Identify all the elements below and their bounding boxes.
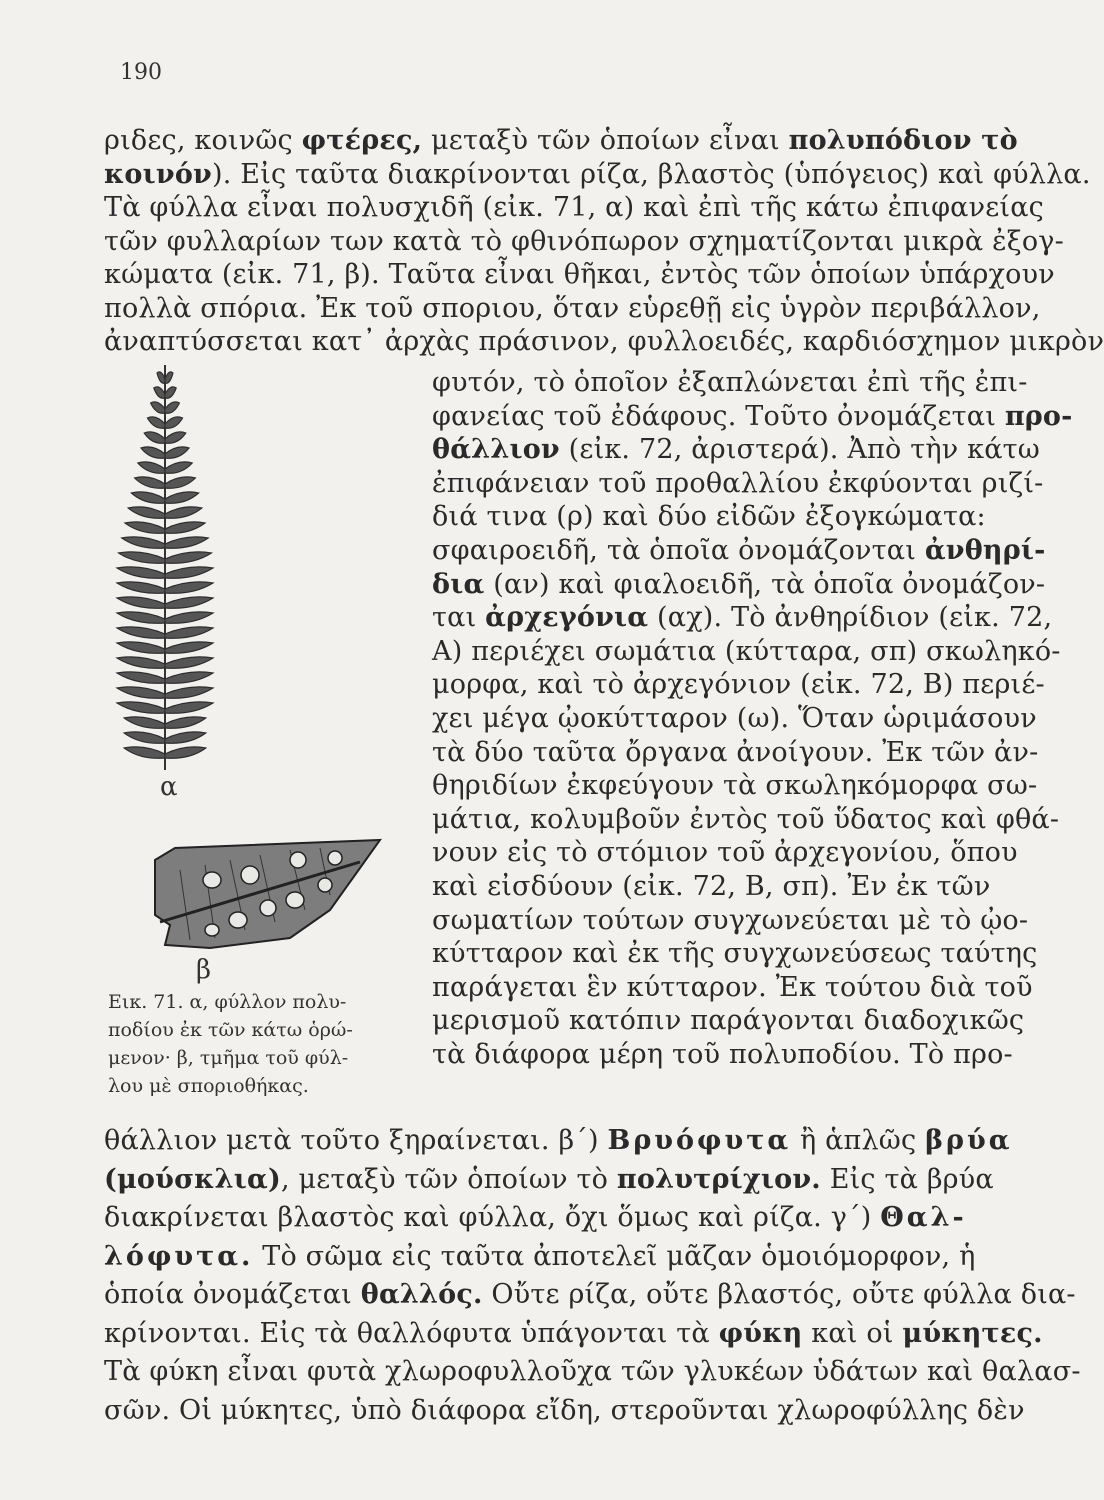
text-span: πολλὰ σπόρια. Ἐκ τοῦ σποριου, ὅταν εὑρεθῇ εἰς ὑγρὸν περιβάλλον,	[104, 292, 1041, 324]
fern-pinna	[165, 672, 213, 683]
text-line	[432, 736, 1039, 769]
text-span: μορφα, καὶ τὸ ἀρχεγόνιον (εἰκ. 72, Β) περιέ-	[432, 669, 1045, 701]
emphasized-term: (μούσκλια)	[104, 1163, 281, 1195]
text-line	[104, 259, 1055, 291]
text-span: ). Εἰς ταῦτα διακρίνονται ρίζα, βλαστὸς (ὑπόγειος) καὶ φύλλα.	[212, 158, 1091, 190]
text-line	[104, 192, 1044, 224]
fern-pinna	[117, 582, 165, 593]
fern-pinna	[151, 402, 165, 413]
fern-pinna	[157, 372, 165, 383]
fern-pinna	[165, 597, 213, 608]
fern-pinna	[119, 552, 165, 563]
text-span: μεταξὺ τῶν ὁποίων εἶναι	[422, 125, 789, 156]
text-span: ται	[432, 602, 486, 634]
text-span: διά τινα (ρ) καὶ δύο εἰδῶν ἐξογκώματα:	[432, 501, 986, 533]
text-span: Τὸ σῶμα εἰς ταῦτα ἀποτελεῖ μᾶζαν ὁμοιόμορφον, ἡ	[253, 1240, 976, 1272]
emphasized-term: μύκητες.	[902, 1317, 1043, 1349]
text-line	[432, 367, 1028, 399]
fern-pinna	[147, 417, 165, 428]
emphasized-term: θαλλός.	[360, 1279, 483, 1310]
text-span: κύτταρον καὶ ἐκ τῆς συγχωνεύσεως ταύτης	[432, 938, 1038, 970]
text-span: τὰ δύο ταῦτα ὄργανα ἀνοίγουν. Ἐκ τῶν ἀν-	[432, 736, 1039, 768]
fern-pinna	[165, 402, 179, 413]
text-line	[432, 568, 1046, 601]
fern-pinna	[117, 597, 165, 608]
fern-pinna	[165, 732, 206, 743]
fern-pinna	[124, 747, 165, 758]
text-line	[432, 803, 1060, 836]
text-span: ἢ ἁπλῶς	[791, 1125, 926, 1156]
text-line	[104, 1317, 1043, 1350]
text-line	[104, 158, 1091, 191]
fern-pinna	[165, 552, 211, 563]
fern-pinna	[165, 627, 213, 638]
emphasized-term: κοινόν	[104, 158, 212, 190]
text-line	[432, 837, 1018, 869]
emphasized-term: ἀνθηρί-	[924, 535, 1046, 566]
figure-label-b: β	[196, 955, 212, 985]
text-span: φυτόν, τὸ ὁποῖον ἐξαπλώνεται ἐπὶ τῆς ἐπι-	[432, 367, 1028, 398]
fern-pinna	[154, 387, 165, 398]
text-line	[104, 1125, 1013, 1157]
emphasized-term: δια	[432, 568, 485, 600]
fern-pinna	[117, 627, 165, 638]
text-span: χει μέγα ᾠοκύτταρον (ω). Ὅταν ὡριμάσουν	[432, 703, 1037, 734]
text-span: φανείας τοῦ ἐδάφους. Τοῦτο ὀνομάζεται	[432, 400, 1005, 432]
text-line	[432, 669, 1045, 701]
text-span: παράγεται ἓν κύτταρον. Ἐκ τούτου διὰ τοῦ	[432, 971, 1033, 1003]
text-line	[432, 904, 1029, 937]
emphasized-term: πολυτρίχιον.	[616, 1163, 821, 1195]
text-span: (αν) καὶ φιαλοειδῆ, τὰ ὁποῖα ὀνομάζον-	[484, 568, 1046, 600]
text-line	[432, 938, 1038, 970]
text-line	[104, 1202, 967, 1234]
text-line	[432, 501, 986, 533]
text-span: Τὰ φύλλα εἶναι πολυσχιδῆ (εἰκ. 71, α) καὶ ἐπὶ τῆς κάτω ἐπιφανείας	[104, 192, 1044, 223]
text-line	[432, 1005, 1025, 1037]
fern-pinna	[131, 492, 165, 503]
fern-pinna	[165, 702, 213, 713]
text-line	[432, 871, 991, 903]
text-span: μάτια, κολυμβοῦν ἐντὸς τοῦ ὕδατος καὶ φθά-	[432, 803, 1060, 835]
fern-pinna	[165, 537, 208, 548]
fern-pinna	[165, 522, 205, 533]
fern-pinna	[141, 447, 165, 458]
text-line	[104, 125, 1018, 157]
text-span: Τὰ φύκη εἶναι φυτὰ χλωροφυλλοῦχα τῶν γλυκέων ὑδάτων καὶ θαλασ-	[104, 1356, 1081, 1387]
text-line	[432, 535, 1046, 567]
fern-pinna	[124, 732, 165, 743]
fern-pinna	[117, 702, 165, 713]
text-span: νουν εἰς τὸ στόμιον τοῦ ἀρχεγονίου, ὅπου	[432, 837, 1018, 869]
text-span: θηριδίων ἐκφεύγουν τὰ σκωληκόμορφα σω-	[432, 770, 1038, 802]
caption-line: λου μὲ σποριοθήκας.	[108, 1075, 309, 1097]
text-line	[432, 1039, 1013, 1071]
text-line	[432, 635, 1061, 668]
fern-pinna	[165, 462, 192, 473]
fern-pinna	[165, 492, 199, 503]
fern-pinna	[165, 642, 213, 653]
fern-pinna	[165, 432, 186, 443]
fern-pinna	[165, 747, 206, 758]
text-line	[104, 1163, 994, 1196]
fern-frond-illustration	[110, 365, 220, 785]
text-line	[432, 434, 1041, 466]
text-line	[432, 400, 1073, 433]
text-span: ἀναπτύσσεται κατ᾽ ἀρχὰς πράσινον, φυλλοειδές, καρδιόσχημον μικρὸν	[104, 326, 1104, 357]
fern-pinna	[165, 372, 173, 383]
leaf-segment-illustration	[150, 830, 390, 955]
fern-pinna	[165, 387, 176, 398]
fern-pinna	[122, 537, 165, 548]
fern-pinna	[165, 612, 213, 623]
text-span: ὁποία ὀνομάζεται	[104, 1279, 361, 1310]
emphasized-term: Βρυόφυτα	[607, 1125, 792, 1156]
emphasized-term: λόφυτα.	[104, 1240, 254, 1272]
text-line	[104, 1394, 1025, 1427]
emphasized-term: φύκη	[718, 1317, 803, 1349]
text-span: καὶ οἱ	[802, 1317, 903, 1349]
text-span: ριδες, κοινῶς	[104, 125, 302, 156]
text-line	[104, 1356, 1081, 1388]
text-span: σῶν. Οἱ μύκητες, ὑπὸ διάφορα εἴδη, στεροῦνται χλωροφύλλης δὲν	[104, 1394, 1025, 1426]
fern-pinna	[124, 717, 165, 728]
fern-pinna	[165, 447, 189, 458]
text-span: σωματίων τούτων συγχωνεύεται μὲ τὸ ᾠο-	[432, 904, 1029, 936]
fern-pinna	[128, 507, 165, 518]
text-span: διακρίνεται βλαστὸς καὶ φύλλα, ὄχι ὅμως καὶ ρίζα. γ´)	[104, 1202, 881, 1233]
text-span: σφαιροειδῆ, τὰ ὁποῖα ὀνομάζονται	[432, 535, 925, 566]
fern-pinna	[138, 462, 165, 473]
fern-pinna	[135, 477, 165, 488]
text-line	[432, 770, 1038, 802]
text-line	[432, 971, 1033, 1004]
page-number: 190	[120, 60, 162, 85]
emphasized-term: ἀρχεγόνια	[485, 602, 649, 634]
text-span: Οὔτε ρίζα, οὔτε βλαστός, οὔτε φύλλα δια-	[482, 1279, 1076, 1310]
caption-line: ποδίου ἐκ τῶν κάτω ὁρώ-	[108, 1019, 353, 1041]
fern-pinna	[117, 612, 165, 623]
text-line	[432, 602, 1053, 634]
fern-pinna	[165, 507, 202, 518]
text-span: τῶν φυλλαρίων των κατὰ τὸ φθινόπωρον σχηματίζονται μικρὰ ἐξογ-	[104, 225, 1064, 257]
text-span: Α) περιέχει σωμάτια (κύτταρα, σπ) σκωληκό-	[432, 635, 1061, 667]
fern-pinna	[117, 567, 165, 578]
text-line	[104, 1240, 976, 1273]
text-span: Εἰς τὰ βρύα	[820, 1163, 994, 1195]
fern-pinna	[117, 657, 165, 668]
emphasized-term: φτέρες,	[301, 125, 423, 156]
text-line	[104, 1279, 1076, 1311]
fern-pinna	[165, 657, 213, 668]
figure-label-a: α	[160, 772, 178, 802]
text-span: μερισμοῦ κατόπιν παράγονται διαδοχικῶς	[432, 1005, 1025, 1037]
fern-pinna	[165, 717, 206, 728]
emphasized-term: προ-	[1004, 400, 1073, 432]
text-span: κρίνονται. Εἰς τὰ θαλλόφυτα ὑπάγονται τὰ	[104, 1317, 719, 1349]
fern-pinna	[125, 522, 165, 533]
fern-pinna	[165, 567, 213, 578]
text-span: (εἰκ. 72, ἀριστερά). Ἀπὸ τὴν κάτω	[559, 434, 1041, 466]
text-span: θάλλιον μετὰ τοῦτο ξηραίνεται. β´)	[104, 1125, 608, 1156]
text-span: , μεταξὺ τῶν ὁποίων τὸ	[280, 1163, 617, 1195]
fern-pinna	[165, 582, 213, 593]
fern-pinna	[165, 417, 183, 428]
fern-pinna	[117, 642, 165, 653]
text-span: ἐπιφάνειαν τοῦ προθαλλίου ἐκφύονται ριζί-	[432, 467, 1044, 499]
text-span: (αχ). Τὸ ἀνθηρίδιον (εἰκ. 72,	[648, 602, 1053, 634]
text-span: κώματα (εἰκ. 71, β). Ταῦτα εἶναι θῆκαι, ἐντὸς τῶν ὁποίων ὑπάρχουν	[104, 259, 1055, 290]
text-span: καὶ εἰσδύουν (εἰκ. 72, Β, σπ). Ἐν ἐκ τῶν	[432, 871, 991, 902]
fern-pinna	[144, 432, 165, 443]
caption-line: Εικ. 71. α, φύλλον πολυ-	[108, 991, 347, 1013]
caption-line: μενον· β, τμῆμα τοῦ φύλ-	[108, 1047, 349, 1069]
text-line	[432, 467, 1044, 500]
figure-caption	[108, 988, 408, 1100]
text-line	[104, 225, 1064, 258]
emphasized-term: θάλλιον	[432, 434, 560, 466]
text-line	[104, 326, 1104, 358]
fern-pinna	[165, 687, 213, 698]
emphasized-term: βρύα	[925, 1125, 1013, 1156]
fern-pinna	[165, 477, 195, 488]
fern-pinna	[117, 672, 165, 683]
emphasized-term: Θαλ-	[880, 1202, 967, 1233]
fern-pinna	[117, 687, 165, 698]
text-line	[104, 292, 1041, 325]
text-span: τὰ διάφορα μέρη τοῦ πολυποδίου. Τὸ προ-	[432, 1039, 1013, 1070]
emphasized-term: πολυπόδιον τὸ	[788, 125, 1018, 156]
text-line	[432, 703, 1037, 735]
